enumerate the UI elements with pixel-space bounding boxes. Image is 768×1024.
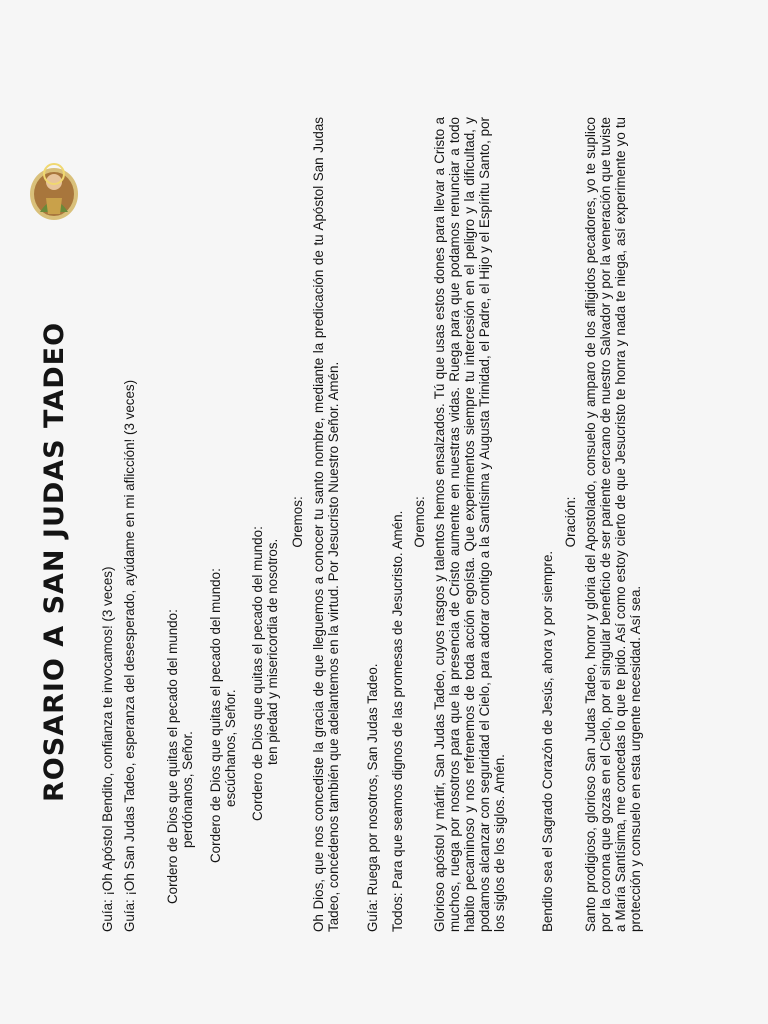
oracion-2: Glorioso apóstol y mártir, San Judas Tadeo, cuyos rasgos y talentos hemos ensalzados. Tú que usas estos dones para llevar a Cristo a muchos, ruega por nosotros para que la presencia de Cristo aumente en nuestras vidas. Ruega para que podamos renunciar a todo habito pecaminoso y nos refrenemos de toda acción egoísta. Que experimentos siempre tu intercesión en el peligro y la dificultad, y podamos alcanzar con seguridad el Cielo, para adorar contigo a la Santísima y Augusta Trinidad, el Padre, el Hijo y el Espíritu Santo, por los siglos de los siglos. Amén.	[432, 117, 507, 932]
oremos-heading-2: Oremos:	[412, 496, 427, 548]
cordero-1	[165, 84, 195, 904]
cordero-2	[208, 43, 238, 863]
cordero-3	[250, 1, 280, 821]
guia-line-1: Guía: ¡Oh Apóstol Bendito, confianza te invocamos! (3 veces)	[100, 566, 115, 932]
rotated-document	[20, 112, 643, 932]
todos-line: Todos: Para que seamos dignos de las promesas de Jesucristo. Amén.	[390, 510, 405, 932]
oremos-heading-1: Oremos:	[290, 496, 305, 548]
guia-line-2: Guía: ¡Oh San Judas Tadeo, esperanza del desesperado, ayúdame en mi aflicción! (3 veces)	[122, 379, 137, 932]
cordero-1-a: Cordero de Dios que quitas el pecado del mundo:	[165, 609, 180, 904]
oracion-heading: Oración:	[563, 496, 578, 548]
saint-jude-medallion-icon	[24, 162, 84, 222]
bendito-line: Bendito sea el Sagrado Corazón de Jesús, ahora y por siempre.	[540, 550, 555, 932]
cordero-1-b: perdónanos, Señor.	[180, 731, 195, 848]
cordero-3-a: Cordero de Dios que quitas el pecado del mundo:	[250, 526, 265, 821]
guia-line-3: Guía: Ruega por nosotros, San Judas Tadeo.	[365, 663, 380, 932]
cordero-3-b: ten piedad y misericordia de nosotros.	[265, 538, 280, 765]
oracion-1: Oh Dios, que nos concediste la gracia de que lleguemos a conocer tu santo nombre, mediante la predicación de tu Apóstol San Judas Tadeo, concédenos también que adelantemos en la virtud. Por Jesucristo Nuestro Señor. Amén.	[311, 117, 341, 932]
page-title: ROSARIO A SAN JUDAS TADEO	[39, 321, 70, 802]
oracion-3: Santo prodigioso, glorioso San Judas Tadeo, honor y gloria del Apostolado, consuelo y amparo de los afligidos pecadores, yo te suplico por la corona que gozas en el Cielo, por el singular beneficio de ser pariente cercano de nuestro Salvador y por la veneración que tuviste a María Santísima, me concedas lo que te pido. Así como estoy cierto de que Jesucristo te honra y nada te niega, así experimente yo tu protección y consuelo en esta urgente necesidad. Así sea.	[583, 117, 643, 932]
cordero-2-a: Cordero de Dios que quitas el pecado del mundo:	[208, 568, 223, 863]
cordero-2-b: escúchanos, Señor.	[223, 689, 238, 807]
